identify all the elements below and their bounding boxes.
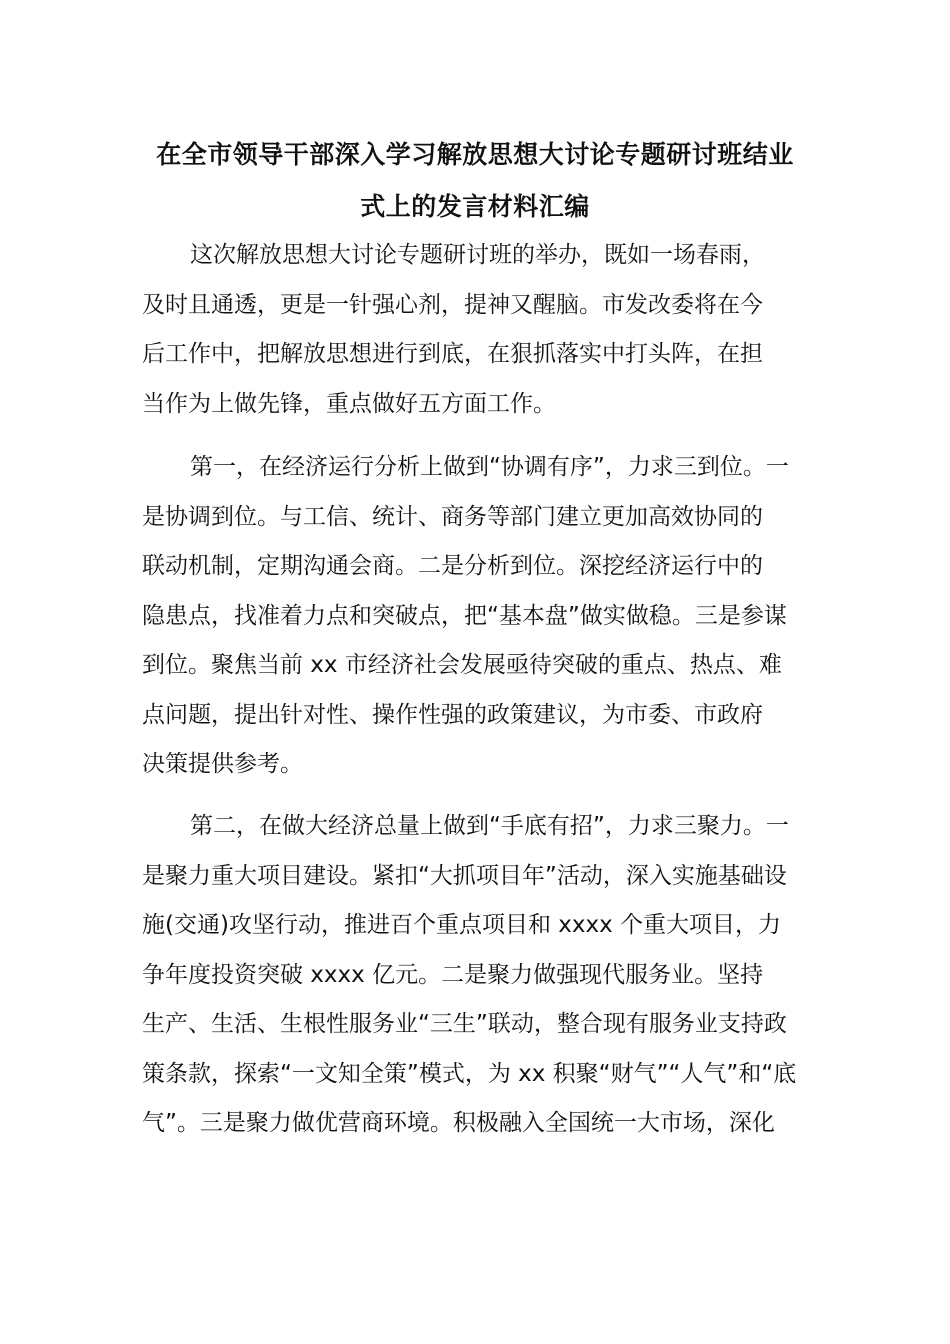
title-line-1: 在全市领导干部深入学习解放思想大讨论专题研讨班结业	[156, 140, 794, 169]
paragraph-line: 生产、生活、生根性服务业“三生”联动，整合现有服务业支持政	[142, 1011, 787, 1037]
paragraph-line: 策条款，探索“一文知全策”模式，为 xx 积聚“财气”“人气”和“底	[142, 1060, 797, 1087]
paragraph-line: 是协调到位。与工信、统计、商务等部门建立更加高效协同的	[142, 503, 763, 530]
paragraph-line: 到位。聚焦当前 xx 市经济社会发展亟待突破的重点、热点、难	[142, 652, 782, 678]
paragraph-line: 及时且通透，更是一针强心剂，提神又醒脑。市发改委将在今	[142, 291, 763, 318]
paragraph-line: 是聚力重大项目建设。紧扣“大抓项目年”活动，深入实施基础设	[142, 862, 787, 889]
document-title	[130, 129, 820, 233]
paragraph-line: 点问题，提出针对性、操作性强的政策建议，为市委、市政府	[142, 701, 763, 728]
paragraph-line: 施(交通)攻坚行动，推进百个重点项目和 xxxx 个重大项目，力	[142, 912, 782, 938]
paragraph-line: 隐患点，找准着力点和突破点，把“基本盘”做实做稳。三是参谋	[142, 602, 787, 629]
paragraph-first-point	[0, 443, 950, 790]
paragraph-line: 联动机制，定期沟通会商。二是分析到位。深挖经济运行中的	[142, 553, 763, 579]
paragraph-line: 决策提供参考。	[142, 751, 303, 777]
title-line-2: 式上的发言材料汇编	[360, 192, 590, 221]
paragraph-line: 第一，在经济运行分析上做到“协调有序”，力求三到位。一	[190, 454, 789, 480]
paragraph-line: 后工作中，把解放思想进行到底，在狠抓落实中打头阵，在担	[142, 341, 763, 367]
paragraph-line: 争年度投资突破 xxxx 亿元。二是聚力做强现代服务业。坚持	[142, 961, 764, 988]
paragraph-line: 当作为上做先锋，重点做好五方面工作。	[142, 390, 556, 417]
paragraph-line: 气”。三是聚力做优营商环境。积极融入全国统一大市场，深化	[142, 1110, 775, 1136]
paragraph-second-point	[0, 802, 950, 1149]
paragraph-line: 第二，在做大经济总量上做到“手底有招”，力求三聚力。一	[190, 813, 789, 839]
paragraph-intro	[0, 231, 950, 429]
paragraph-line: 这次解放思想大讨论专题研讨班的举办，既如一场春雨，	[190, 242, 765, 268]
